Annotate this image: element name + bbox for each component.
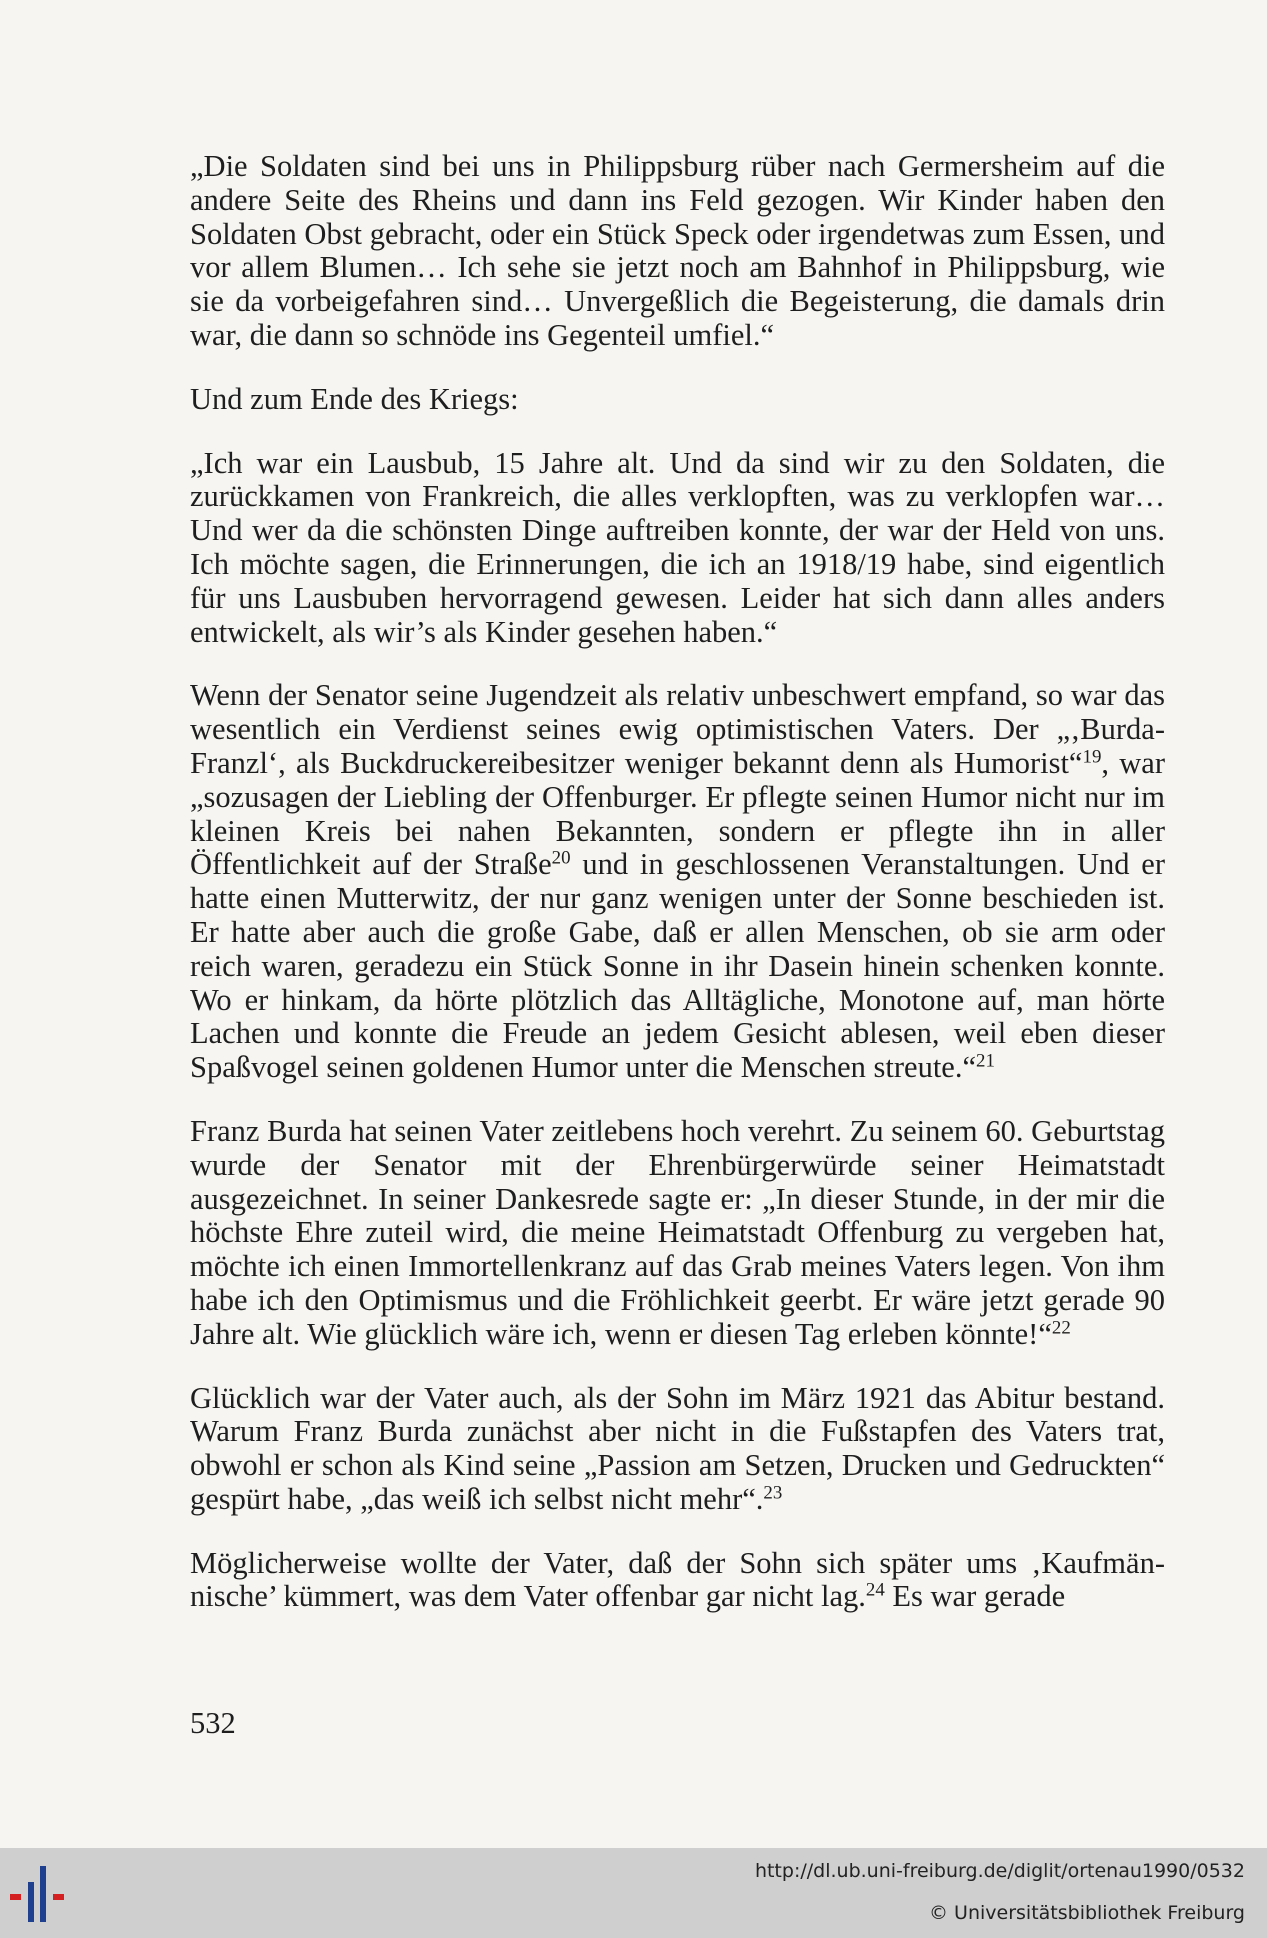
page-number: 532 <box>190 1706 236 1740</box>
footnote-marker: 21 <box>976 1050 995 1072</box>
footnote-marker: 20 <box>551 847 571 869</box>
paragraph-text: , war „sozusagen der Liebling der Offenburger. Er pflegte seinen Humor nicht nur im kleinen Kreis bei nahen Bekannten, sondern er pflegte ihn in aller Öffentlichkeit auf der Straße <box>190 745 1165 882</box>
footnote-marker: 24 <box>865 1580 885 1602</box>
paragraph <box>190 383 1165 417</box>
paragraph-text: „Ich war ein Lausbub, 15 Jahre alt. Und da sind wir zu den Soldaten, die zurückkamen von Frankreich, die alles verklopften, was zu verklopfen war… Und wer da die schönsten Dinge auftreiben konnte, der war der Held von uns. Ich möchte sagen, die Erinnerungen, die ich an 1918/19 habe, sind eigentlich für uns Lausbuben hervorragend gewesen. Leider hat sich dann alles anders entwickelt, als wir’s als Kinder gesehen haben.“ <box>190 445 1165 649</box>
paragraph-text: Glücklich war der Vater auch, als der Sohn im März 1921 das Abitur bestand. Warum Franz Burda zunächst aber nicht in die Fußstapfen des Vaters trat, obwohl er schon als Kind seine „Passion am Setzen, Drucken und Gedruckten“ gespürt habe, „das weiß ich selbst nicht mehr“. <box>190 1380 1165 1516</box>
paragraph <box>190 1547 1165 1615</box>
paragraph-text: Möglicherweise wollte der Vater, daß der Sohn sich später ums ‚Kaufmännische’ kümmert, was dem Vater offenbar gar nicht lag. <box>190 1545 1165 1614</box>
paragraph <box>190 150 1165 353</box>
body-text <box>190 150 1165 1644</box>
paragraph <box>190 447 1165 650</box>
paragraph <box>190 1382 1165 1517</box>
paragraph-text: Franz Burda hat seinen Vater zeitlebens hoch verehrt. Zu seinem 60. Geburtstag wurde der Senator mit der Ehrenbürgerwürde seiner Heimatstadt ausgezeichnet. In seiner Dankesrede sagte er: „In dieser Stunde, in der mir die höchste Ehre zuteil wird, die meine Heimatstadt Offenburg zu vergeben hat, möchte ich einen Immortellenkranz auf das Grab meines Vaters legen. Von ihm habe ich den Optimismus und die Fröhlichkeit geerbt. Er wäre jetzt gerade 90 Jahre alt. Wie glücklich wäre ich, wenn er diesen Tag erleben könnte!“ <box>190 1113 1165 1351</box>
paragraph-text: Wenn der Senator seine Jugendzeit als relativ unbeschwert empfand, so war das wesentlich ein Verdienst seines ewig optimistischen Vaters. Der „‚Burda-Franzl‘, als Buckdruckereibesitzer weniger bekannt denn als Humorist“ <box>190 678 1165 780</box>
source-url[interactable]: http://dl.ub.uni-freiburg.de/diglit/ortenau1990/0532 <box>754 1860 1245 1882</box>
footnote-marker: 23 <box>763 1482 783 1504</box>
paragraph <box>190 679 1165 1085</box>
university-library-logo-icon <box>8 1860 78 1928</box>
viewer-footer <box>0 1848 1267 1938</box>
paragraph <box>190 1115 1165 1352</box>
footnote-marker: 19 <box>1082 746 1102 768</box>
paragraph-text: Es war gerade <box>884 1579 1066 1614</box>
paragraph-text: Und zum Ende des Kriegs: <box>190 381 519 416</box>
paragraph-text: und in geschlossenen Veranstaltungen. Und er hatte einen Mutterwitz, der nur ganz wenigen unter der Sonne beschieden ist. Er hatte aber auch die große Gabe, daß er allen Menschen, ob sie arm oder reich waren, geradezu ein Stück Sonne in ihr Dasein hinein schenken konnte. Wo er hinkam, da hörte plötzlich das Alltägliche, Monotone auf, man hörte Lachen und konnte die Freude an jedem Gesicht ablesen, weil eben dieser Spaßvogel seinen goldenen Humor unter die Menschen streute.“ <box>190 847 1165 1085</box>
paragraph-text: „Die Soldaten sind bei uns in Philippsburg rüber nach Germersheim auf die andere Seite des Rheins und dann ins Feld gezogen. Wir Kinder haben den Soldaten Obst gebracht, oder ein Stück Speck oder irgendetwas zum Essen, und vor allem Blumen… Ich sehe sie jetzt noch am Bahnhof in Philippsburg, wie sie da vorbeigefahren sind… Unvergeßlich die Begeisterung, die damals drin war, die dann so schnöde ins Gegenteil umfiel.“ <box>190 149 1165 352</box>
footnote-marker: 22 <box>1051 1317 1071 1339</box>
copyright-notice: © Universitätsbibliothek Freiburg <box>929 1902 1245 1924</box>
